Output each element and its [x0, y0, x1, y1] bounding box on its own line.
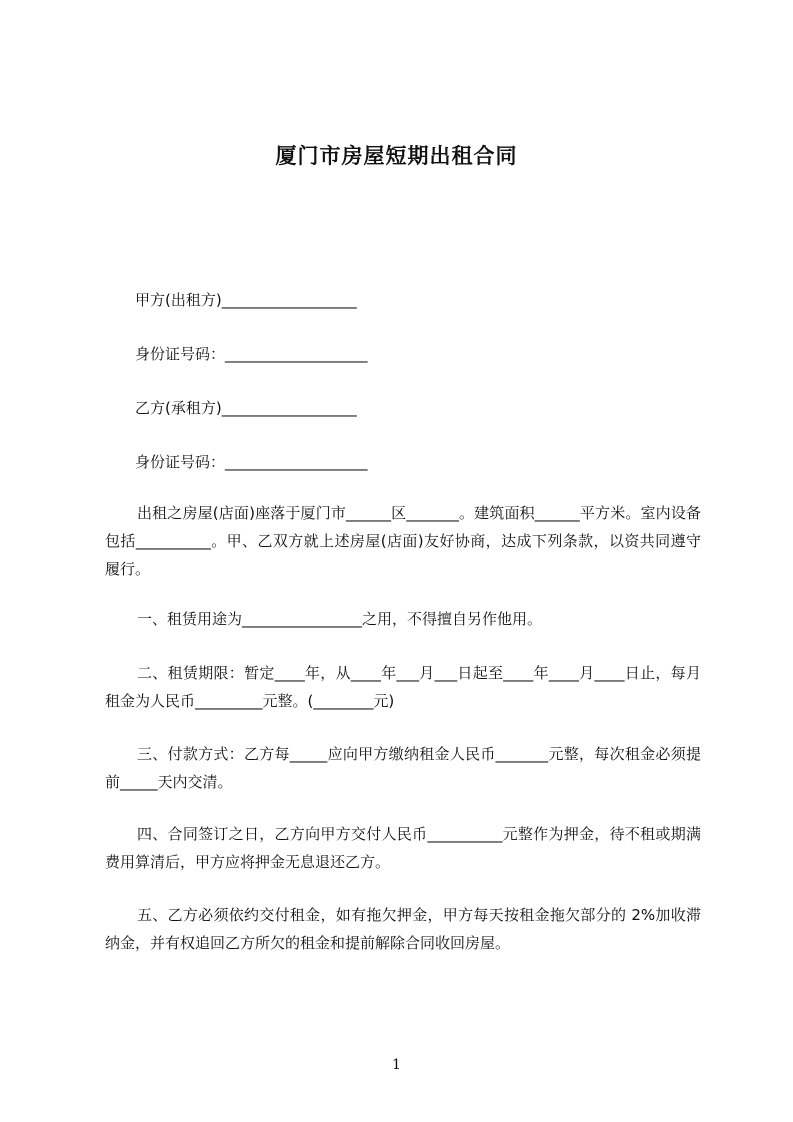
page-number: 1	[392, 1057, 401, 1073]
intro-paragraph: 出租之房屋(店面)座落于厦门市______区_______。建筑面积______平方米。室内设备包括__________。甲、乙双方就上述房屋(店面)友好协商，达成下列条款，以资共同遵守履行。	[105, 504, 701, 578]
clause-1: 一、租赁用途为________________之用，不得擅自另作他用。	[137, 610, 543, 628]
clause-2: 二、租赁期限：暂定____年，从____年___月___日起至____年____月____日止，每月租金为人民币_________元整。(________元)	[105, 664, 701, 710]
party-b-line: 乙方(承租方)__________________	[135, 399, 357, 417]
party-b-id-line: 身份证号码：___________________	[135, 453, 368, 471]
page-title: 厦门市房屋短期出租合同	[275, 144, 518, 168]
party-a-line: 甲方(出租方)__________________	[135, 291, 357, 309]
clause-4: 四、合同签订之日，乙方向甲方交付人民币__________元整作为押金，待不租或期满费用算清后，甲方应将押金无息退还乙方。	[105, 825, 701, 871]
party-a-id-line: 身份证号码：___________________	[135, 345, 368, 363]
clause-5: 五、乙方必须依约交付租金，如有拖欠押金，甲方每天按租金拖欠部分的 2%加收滞纳金，并有权追回乙方所欠的租金和提前解除合同收回房屋。	[105, 906, 701, 952]
clause-3: 三、付款方式：乙方每_____应向甲方缴纳租金人民币_______元整，每次租金必须提前_____天内交清。	[105, 745, 701, 791]
